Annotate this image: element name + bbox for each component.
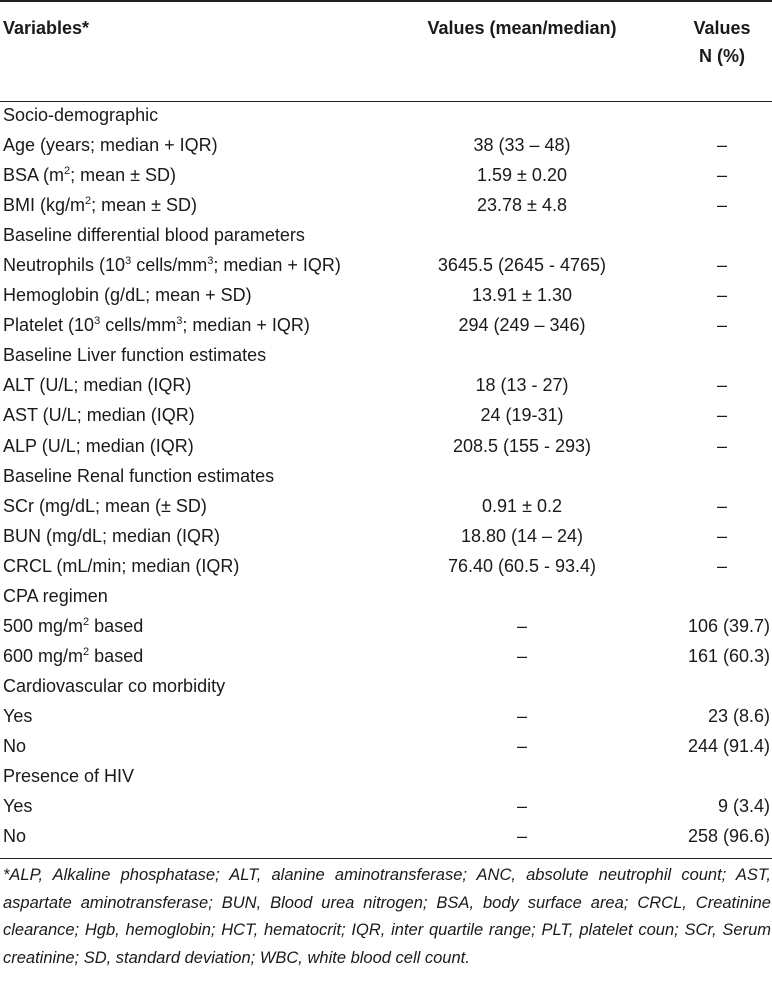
superscript: 3: [207, 255, 214, 268]
table-row: [0, 641, 772, 671]
label-text: AST (U/L; median (IQR): [3, 405, 195, 426]
value-mean-median: 38 (33 – 48): [473, 135, 571, 156]
table-row: [0, 310, 772, 340]
value-mean-median: –: [516, 645, 527, 666]
table-row: [0, 731, 772, 761]
section-row: [0, 461, 772, 491]
value-mean-median: 0.91 ± 0.2: [482, 495, 562, 516]
label-text: ; median + IQR): [213, 255, 341, 276]
section-row: [0, 671, 772, 701]
variable-label: [3, 250, 341, 280]
value-n-percent: –: [716, 495, 727, 516]
section-row: [0, 581, 772, 611]
table-footnote: *ALP, Alkaline phosphatase; ALT, alanine aminotransferase; ANC, absolute neutrophil count; AST, aspartate aminotransferase; BUN, Blood urea nitrogen; BSA, body surface area; CRCL, Creatinine clearance; Hgb, hemoglobin; HCT, hematocrit; IQR, inter quartile range; PLT, platelet coun; SCr, Serum creatinine; SD, standard deviation; WBC, white blood cell count.: [3, 866, 771, 967]
label-text: SCr (mg/dL; mean (± SD): [3, 495, 207, 516]
label-text: No: [3, 735, 27, 756]
value-mean-median: –: [516, 705, 527, 726]
bottom-rule: [0, 858, 772, 859]
value-mean-median: 18 (13 - 27): [475, 375, 569, 396]
value-n-percent: –: [716, 405, 727, 426]
value-n-percent: –: [716, 315, 727, 336]
variable-label: [3, 731, 26, 761]
section-label: Baseline Renal function estimates: [3, 465, 275, 486]
label-text: BSA (m: [3, 165, 65, 186]
superscript: 2: [83, 645, 90, 658]
variable-label: [3, 791, 32, 821]
label-text: 600 mg/m: [3, 645, 84, 666]
header-values-line2: N (%): [699, 46, 745, 66]
value-mean-median: 76.40 (60.5 - 93.4): [447, 555, 597, 576]
section-row: [0, 220, 772, 250]
value-mean-median: –: [516, 735, 527, 756]
table-row: [0, 130, 772, 160]
value-mean-median: 13.91 ± 1.30: [472, 285, 572, 306]
label-text: Neutrophils (10: [3, 255, 126, 276]
value-mean-median: –: [516, 826, 527, 847]
variable-label: [3, 491, 207, 521]
label-text: Age (years; median + IQR): [3, 135, 218, 156]
variable-label: [3, 821, 26, 851]
value-n-percent: –: [716, 195, 727, 216]
value-n-percent: 258 (96.6): [687, 826, 770, 847]
table-row: [0, 491, 772, 521]
table-row: [0, 821, 772, 851]
label-text: ; mean ± SD): [70, 165, 177, 186]
value-mean-median: 24 (19-31): [480, 405, 564, 426]
label-text: Yes: [3, 705, 33, 726]
value-mean-median: 3645.5 (2645 - 4765): [437, 255, 607, 276]
value-n-percent: 9 (3.4): [717, 796, 770, 817]
value-n-percent: –: [716, 165, 727, 186]
header-values-mean-median: Values (mean/median): [427, 18, 617, 38]
table-row: [0, 701, 772, 731]
value-n-percent: –: [716, 135, 727, 156]
section-label: Cardiovascular co morbidity: [3, 675, 226, 696]
section-row: [0, 340, 772, 370]
value-mean-median: 294 (249 – 346): [458, 315, 586, 336]
value-n-percent: –: [716, 255, 727, 276]
header-values-n-percent: [672, 14, 772, 70]
variable-label: [3, 280, 252, 310]
variable-label: [3, 400, 195, 430]
value-n-percent: –: [716, 435, 727, 456]
label-text: ALT (U/L; median (IQR): [3, 375, 192, 396]
label-text: CRCL (mL/min; median (IQR): [3, 555, 240, 576]
value-n-percent: 244 (91.4): [687, 735, 770, 756]
label-text: based: [89, 615, 144, 636]
value-mean-median: 1.59 ± 0.20: [477, 165, 567, 186]
section-label: Presence of HIV: [3, 766, 135, 787]
section-label: Baseline Liver function estimates: [3, 345, 267, 366]
value-mean-median: –: [516, 615, 527, 636]
table-row: [0, 370, 772, 400]
value-mean-median: –: [516, 796, 527, 817]
table-row: [0, 551, 772, 581]
table-row: [0, 791, 772, 821]
variable-label: [3, 641, 143, 671]
variable-label: [3, 310, 310, 340]
superscript: 3: [125, 255, 132, 268]
variable-label: [3, 160, 176, 190]
table-row: [0, 280, 772, 310]
variable-label: [3, 130, 218, 160]
value-n-percent: –: [716, 555, 727, 576]
section-label: CPA regimen: [3, 585, 108, 606]
value-n-percent: –: [716, 285, 727, 306]
label-text: No: [3, 826, 27, 847]
label-text: ALP (U/L; median (IQR): [3, 435, 194, 456]
table-row: [0, 521, 772, 551]
value-n-percent: –: [716, 375, 727, 396]
variable-label: [3, 521, 220, 551]
value-mean-median: 23.78 ± 4.8: [477, 195, 567, 216]
table-row: [0, 400, 772, 430]
section-label: Baseline differential blood parameters: [3, 225, 305, 246]
value-n-percent: 161 (60.3): [687, 645, 770, 666]
label-text: cells/mm: [100, 315, 177, 336]
value-n-percent: –: [716, 525, 727, 546]
superscript: 2: [85, 195, 92, 208]
label-text: Platelet (10: [3, 315, 95, 336]
table-row: [0, 160, 772, 190]
header-variables: Variables*: [3, 18, 90, 38]
value-mean-median: 18.80 (14 – 24): [460, 525, 584, 546]
label-text: BMI (kg/m: [3, 195, 86, 216]
label-text: Yes: [3, 796, 33, 817]
value-mean-median: 208.5 (155 - 293): [452, 435, 592, 456]
variable-label: [3, 701, 32, 731]
header-values-line1: Values: [693, 18, 751, 38]
section-row: [0, 761, 772, 791]
label-text: 500 mg/m: [3, 615, 84, 636]
table-row: [0, 431, 772, 461]
variable-label: [3, 431, 194, 461]
label-text: ; median + IQR): [182, 315, 310, 336]
table-row: [0, 250, 772, 280]
top-rule: [0, 0, 772, 2]
value-n-percent: 23 (8.6): [707, 705, 770, 726]
label-text: ; mean ± SD): [91, 195, 198, 216]
variable-label: [3, 190, 197, 220]
variable-label: [3, 370, 191, 400]
label-text: BUN (mg/dL; median (IQR): [3, 525, 221, 546]
section-label: Socio-demographic: [3, 105, 159, 125]
table-row: [0, 611, 772, 641]
value-n-percent: 106 (39.7): [687, 615, 770, 636]
label-text: Hemoglobin (g/dL; mean + SD): [3, 285, 252, 306]
superscript: 3: [176, 315, 183, 328]
superscript: 2: [83, 615, 90, 628]
superscript: 2: [64, 165, 71, 178]
variable-label: [3, 611, 143, 641]
table-body: [0, 100, 772, 851]
label-text: cells/mm: [131, 255, 208, 276]
variable-label: [3, 551, 239, 581]
section-row: [0, 100, 772, 130]
label-text: based: [89, 645, 144, 666]
superscript: 3: [94, 315, 101, 328]
table-row: [0, 190, 772, 220]
